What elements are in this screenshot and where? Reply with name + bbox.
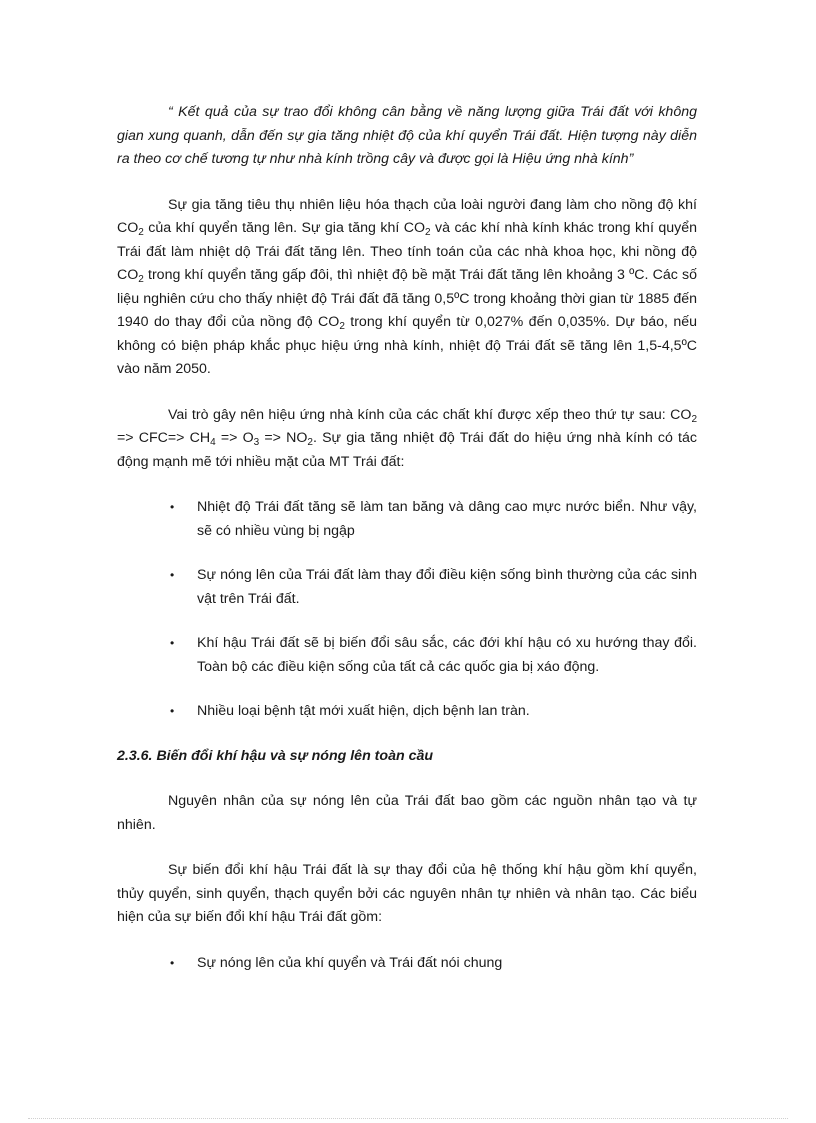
- bullet-icon: •: [170, 500, 175, 514]
- subscript: 3: [253, 437, 260, 448]
- text-run: => CFC=> CH: [117, 430, 211, 446]
- subscript: 2: [138, 227, 144, 238]
- subscript: 2: [307, 437, 313, 448]
- subscript: 2: [425, 227, 431, 238]
- subscript: 2: [339, 321, 345, 332]
- paragraph-greenhouse-gases: [117, 404, 697, 475]
- list-item: [117, 952, 697, 976]
- text-run: Sự gia tăng tiêu thụ nhiên liệu hóa thạch của loài người đang làm cho nồng độ khí CO: [117, 196, 697, 236]
- text-run: Vai trò gây nên hiệu ứng nhà kính của các chất khí được xếp theo thứ tự sau: CO: [168, 406, 692, 423]
- manifestation-bullet-list: [117, 952, 697, 976]
- subscript: 2: [138, 274, 144, 285]
- paragraph-co2-increase: [117, 194, 697, 382]
- quote-paragraph: “ Kết quả của sự trao đổi không cân bằng về năng lượng giữa Trái đất với không gian xung quanh, dẫn đến sự gia tăng nhiệt độ của khí quyển Trái đất. Hiện tượng này diễn ra theo cơ chế tương tự như nhà kính trồng cây và được gọi là Hiệu ứng nhà kính”: [117, 104, 697, 167]
- bullet-icon: •: [170, 955, 175, 970]
- list-item-text: Nhiệt độ Trái đất tăng sẽ làm tan băng và dâng cao mực nước biển. Như vậy, sẽ có nhiều vùng bị ngập: [197, 499, 697, 539]
- text-run: và các khí nhà kính khác trong khí quyển Trái đất làm nhiệt dộ Trái đất tăng lên. Theo tính toán của các nhà khoa học, khi nồng độ CO: [117, 220, 697, 283]
- bullet-icon: •: [170, 568, 175, 582]
- text-run: . Sự gia tăng nhiệt độ Trái đất do hiệu ứng nhà kính có tác động mạnh mẽ tới nhiều mặt của MT Trái đất:: [117, 430, 697, 470]
- subscript: 2: [691, 413, 697, 425]
- text-run: của khí quyển tăng lên. Sự gia tăng khí CO: [143, 220, 426, 236]
- document-page: [117, 101, 697, 996]
- text-run: trong khí quyển tăng gấp đôi, thì nhiệt độ bề mặt Trái đất tăng lên khoảng 3 ºC. Các số liệu nghiên cứu cho thấy nhiệt độ Trái đất đã tăng 0,5ºC trong khoảng thời gian từ 1885 đến 1940 do thay đổi của nồng độ CO: [117, 267, 697, 330]
- text-run: => O: [215, 430, 254, 446]
- list-item-text: Nhiều loại bệnh tật mới xuất hiện, dịch bệnh lan tràn.: [197, 703, 530, 719]
- list-item-text: Sự nóng lên của khí quyển và Trái đất nói chung: [197, 954, 503, 971]
- bullet-icon: •: [170, 704, 175, 718]
- list-item: [117, 632, 697, 679]
- subscript: 4: [210, 437, 216, 448]
- list-item: [117, 700, 697, 724]
- impact-bullet-list: [117, 496, 697, 724]
- paragraph-climate-change: Sự biến đổi khí hậu Trái đất là sự thay đổi của hệ thống khí hậu gồm khí quyển, thủy quyển, sinh quyển, thạch quyển bởi các nguyên nhân tự nhiên và nhân tạo. Các biểu hiện của sự biến đổi khí hậu Trái đất gồm:: [117, 862, 697, 925]
- page-bottom-divider: [28, 1118, 788, 1119]
- list-item-text: Sự nóng lên của Trái đất làm thay đổi điều kiện sống bình thường của các sinh vật trên Trái đất.: [197, 567, 697, 607]
- list-item-text: Khí hậu Trái đất sẽ bị biến đổi sâu sắc, các đới khí hậu có xu hướng thay đổi. Toàn bộ các điều kiện sống của tất cả các quốc gia bị xáo động.: [197, 635, 697, 675]
- section-heading: 2.3.6. Biến đổi khí hậu và sự nóng lên toàn cầu: [117, 747, 434, 764]
- text-run: => NO: [259, 430, 308, 446]
- bullet-icon: •: [170, 636, 175, 650]
- text-run: trong khí quyển từ 0,027% đến 0,035%. Dự báo, nếu không có biện pháp khắc phục hiệu ứng nhà kính, nhiệt độ Trái đất sẽ tăng lên 1,5-4,5ºC vào năm 2050.: [117, 314, 697, 377]
- list-item: [117, 564, 697, 611]
- paragraph-causes: Nguyên nhân của sự nóng lên của Trái đất bao gồm các nguồn nhân tạo và tự nhiên.: [117, 793, 697, 833]
- list-item: [117, 496, 697, 543]
